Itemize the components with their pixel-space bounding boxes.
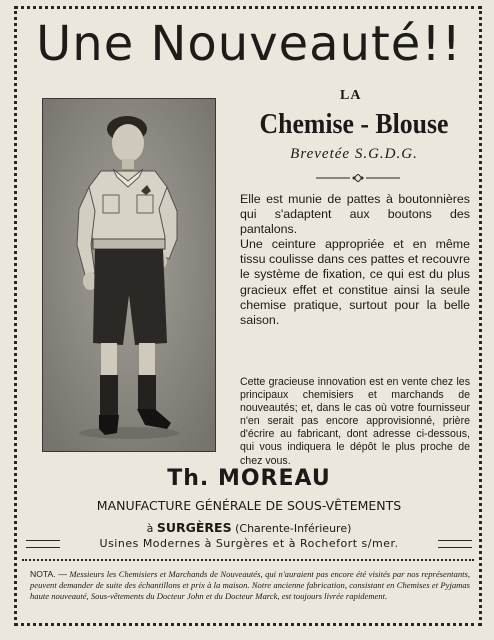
factories-text: Usines Modernes à Surgères et à Rochefort s/mer. — [99, 537, 399, 550]
availability-text — [240, 376, 470, 468]
note-block — [30, 569, 470, 603]
manufacture-line: MANUFACTURE GÉNÉRALE DE SOUS-VÊTEMENTS — [96, 498, 402, 513]
headline: Une Nouveauté!! — [36, 16, 462, 72]
article-label: LA — [340, 88, 362, 103]
paragraph-1: Elle est munie de pattes à boutonnières qui s'adaptent aux boutons des pantalons. — [240, 192, 470, 237]
note-lead: NOTA. — — [30, 569, 67, 579]
right-double-rule — [438, 540, 472, 548]
boy-photograph — [42, 98, 216, 452]
note-text: Messieurs les Chemisiers et Marchands de Nouveautés, qui n'auraient pas encore été visités par nos représentants, peuvent demander de suite des échantillons et prix à la maison. Notre ancienne fabrication, consistant en Chemises et Pyjamas haute nouveauté, Sous-vêtements du Docteur John et du Docteur Marck, est toujours livrée rapidement. — [30, 569, 470, 602]
description-text — [240, 192, 470, 328]
ornament-divider — [316, 174, 400, 182]
product-name: Chemise - Blouse — [259, 109, 449, 140]
city-line — [22, 520, 476, 535]
paragraph-3: Cette gracieuse innovation est en vente chez les principaux chemisiers et marchands de nouveautés; et, dans le cas où votre fournisseur n'en serait pas encore approvisionné, prière d'écrire au fabricant, dont adresse ci-dessous, qui vous indiquera le dépôt le plus proche de chez vous. — [240, 376, 470, 467]
patent-mention: Brevetée S.G.D.G. — [290, 146, 418, 162]
city-name: SURGÈRES — [156, 520, 232, 535]
region-name: (Charente-Inférieure) — [235, 522, 352, 535]
factories-line — [26, 536, 472, 554]
paragraph-2: Une ceinture appropriée et en même tissu coulisse dans ces pattes et recouvre le système de fixation, ce qui est du plus gracieux effet et constitue ainsi la seule chemise pratique, surtout pour la belle saison. — [240, 237, 470, 327]
city-prefix: à — [146, 522, 154, 535]
company-name: Th. MOREAU — [167, 466, 331, 491]
left-double-rule — [26, 540, 60, 548]
dotted-separator — [22, 559, 474, 561]
